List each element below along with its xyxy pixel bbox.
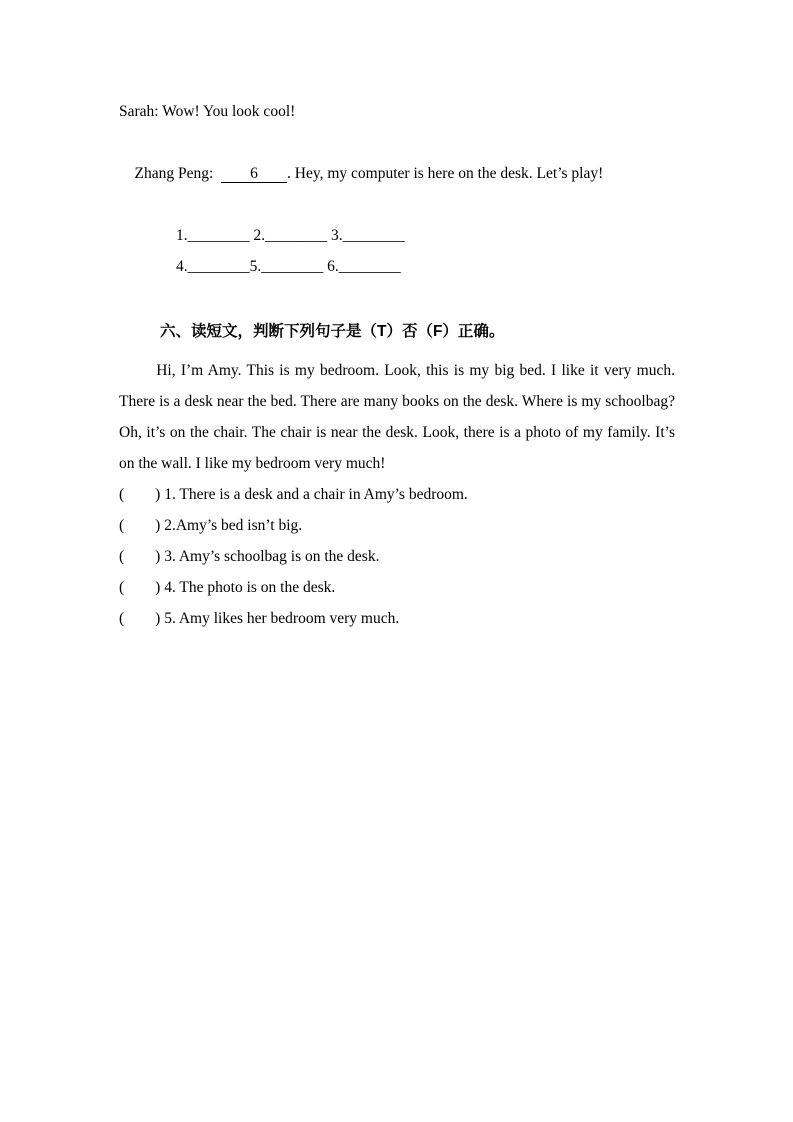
true-false-question-2: ( ) 2.Amy’s bed isn’t big. xyxy=(119,517,303,534)
dialogue-sarah-line: Sarah: Wow! You look cool! xyxy=(119,103,296,120)
answer-blanks-row-1: 1.________ 2.________ 3.________ xyxy=(176,227,405,244)
true-false-question-3: ( ) 3. Amy’s schoolbag is on the desk. xyxy=(119,548,380,565)
dialogue-zhangpeng-suffix: . Hey, my computer is here on the desk. Let’s play! xyxy=(287,165,604,182)
reading-passage: Hi, I’m Amy. This is my bedroom. Look, this is my big bed. I like it very much. There is a desk near the bed. There are many books on the desk. Where is my schoolbag? Oh, it’s on the chair. The chair is near the desk. Look, there is a photo of my family. It’s on the wall. I like my bedroom very much! xyxy=(119,362,675,472)
section-six-heading: 六、读短文，判断下列句子是（T）否（F）正确。 xyxy=(160,323,505,340)
fill-blank-6: 6 xyxy=(221,165,287,183)
true-false-question-4: ( ) 4. The photo is on the desk. xyxy=(119,579,336,596)
dialogue-zhangpeng-line xyxy=(119,127,675,220)
true-false-question-list xyxy=(119,479,675,634)
answer-blanks-row-2: 4.________5.________ 6.________ xyxy=(176,258,401,275)
dialogue-zhangpeng-prefix: Zhang Peng: xyxy=(134,165,222,182)
true-false-question-5: ( ) 5. Amy likes her bedroom very much. xyxy=(119,610,400,627)
true-false-question-1: ( ) 1. There is a desk and a chair in Amy’s bedroom. xyxy=(119,486,468,503)
